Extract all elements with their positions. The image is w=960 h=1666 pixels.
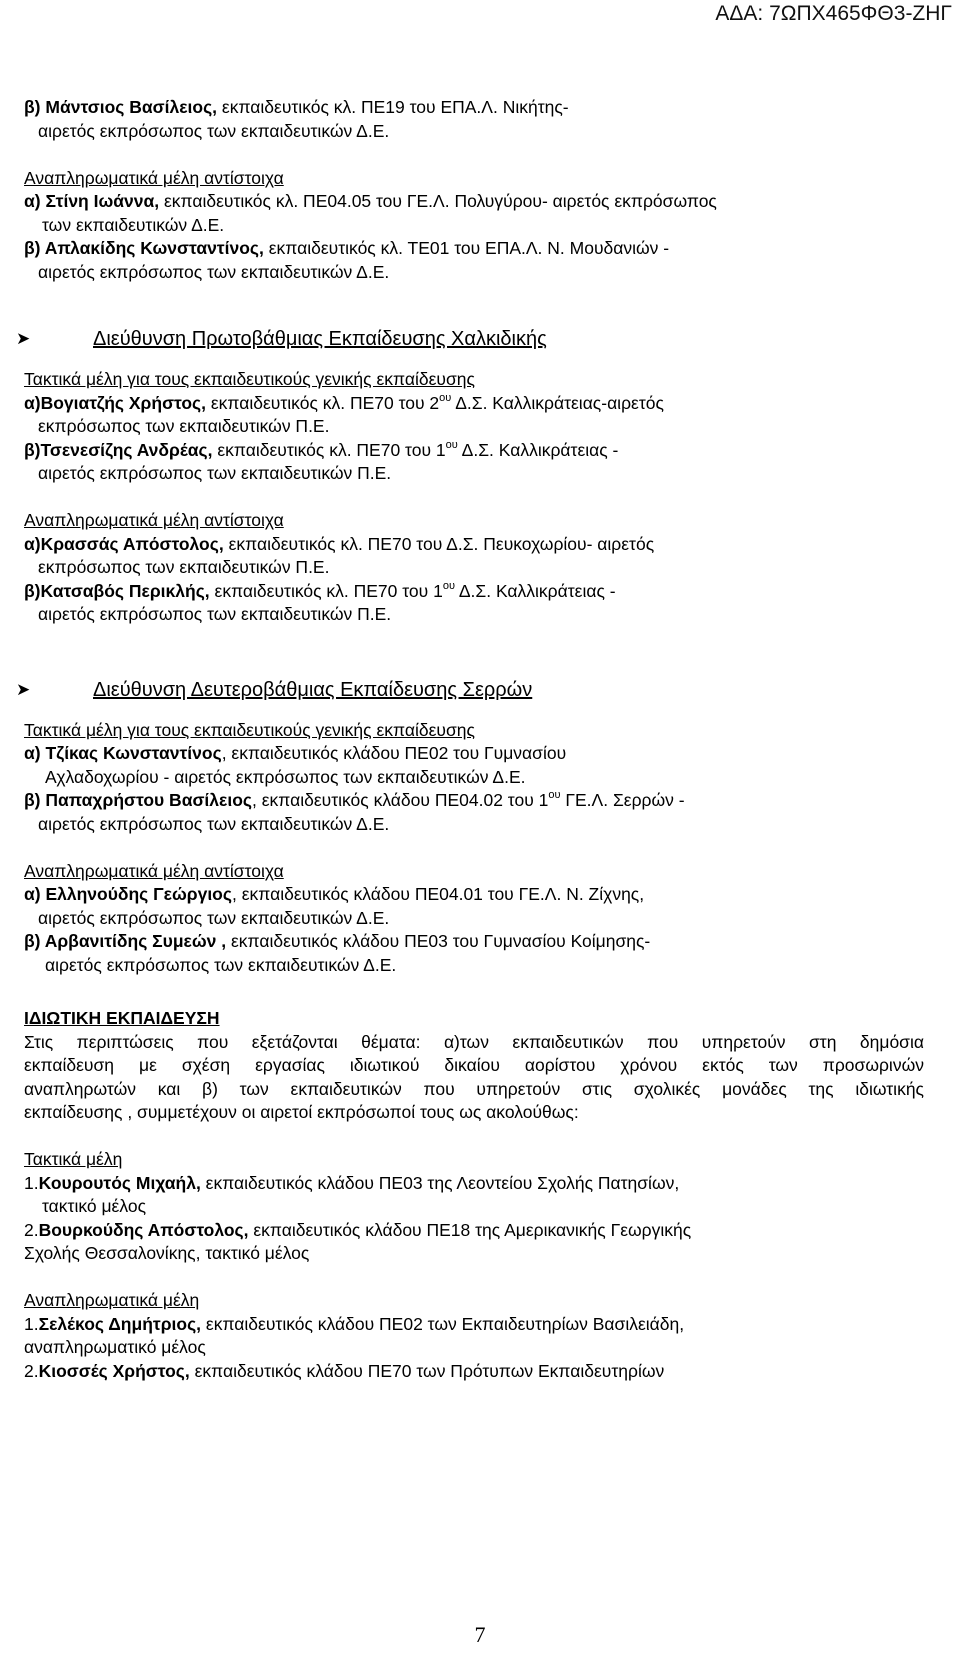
member-line: 2.Βουρκούδης Απόστολος, εκπαιδευτικός κλάδου ΠΕ18 της Αμερικανικής Γεωργικής — [24, 1219, 692, 1240]
regular-members-heading: Τακτικά μέλη για τους εκπαιδευτικούς γενικής εκπαίδευσης — [24, 719, 475, 740]
alternate-heading: Αναπληρωματικά μέλη — [24, 1290, 200, 1310]
section-title: Διεύθυνση Πρωτοβάθμιας Εκπαίδευσης Χαλκιδικής — [93, 328, 547, 350]
member-line: 2.Κιοσσές Χρήστος, εκπαιδευτικός κλάδου ΠΕ70 των Πρότυπων Εκπαιδευτηρίων — [24, 1360, 665, 1381]
member-line-cont: εκπρόσωπος των εκπαιδευτικών Π.Ε. — [38, 557, 330, 577]
member-line-cont: των εκπαιδευτικών Δ.Ε. — [42, 214, 225, 235]
alternate-heading: Αναπληρωματικά μέλη αντίστοιχα — [24, 510, 284, 530]
member-line-cont: αιρετός εκπρόσωπος των εκπαιδευτικών Δ.Ε. — [38, 813, 390, 834]
member-line: β) Απλακίδης Κωνσταντίνος, εκπαιδευτικός κλ. ΤΕ01 του ΕΠΑ.Λ. Ν. Μουδανιών - — [24, 238, 670, 258]
member-line: α) Ελληνούδης Γεώργιος, εκπαιδευτικός κλάδου ΠΕ04.01 του ΓΕ.Λ. Ν. Ζίχνης, — [24, 884, 645, 904]
member-line-cont: αναπληρωματικό μέλος — [24, 1337, 206, 1357]
document-body — [16, 96, 924, 1383]
member-line-cont: αιρετός εκπρόσωπος των εκπαιδευτικών Π.Ε. — [38, 604, 392, 624]
member-line-cont: αιρετός εκπρόσωπος των εκπαιδευτικών Π.Ε. — [38, 463, 392, 483]
private-education-heading: ΙΔΙΩΤΙΚΗ ΕΚΠΑΙΔΕΥΣΗ — [24, 1008, 220, 1028]
regular-members-heading: Τακτικά μέλη — [24, 1149, 123, 1169]
paragraph-line: εκπαίδευση με σχέση εργασίας ιδιωτικού δικαίου αορίστου χρόνου εκτός των προσωρινών — [24, 1055, 924, 1075]
member-line-cont: αιρετός εκπρόσωπος των εκπαιδευτικών Δ.Ε. — [38, 907, 390, 928]
paragraph-line: Στις περιπτώσεις που εξετάζονται θέματα: α)των εκπαιδευτικών που υπηρετούν στη δημόσια — [24, 1031, 924, 1052]
section-heading — [16, 324, 924, 354]
regular-members-heading: Τακτικά μέλη για τους εκπαιδευτικούς γενικής εκπαίδευσης — [24, 369, 475, 389]
arrow-bullet-icon: ➤ — [16, 329, 31, 348]
member-line: α) Στίνη Ιωάννα, εκπαιδευτικός κλ. ΠΕ04.05 του ΓΕ.Λ. Πολυγύρου- αιρετός εκπρόσωπος — [24, 191, 717, 211]
paragraph-line: αναπληρωτών και β) των εκπαιδευτικών που υπηρετούν στις σχολικές μονάδες της ιδιωτικής — [24, 1078, 924, 1099]
member-line-cont: εκπρόσωπος των εκπαιδευτικών Π.Ε. — [38, 416, 330, 436]
member-line: α)Βογιατζής Χρήστος, εκπαιδευτικός κλ. ΠΕ70 του $2^{o\upsilon}$ Δ.Σ. Καλλικράτειας-αιρετός — [24, 391, 664, 413]
member-line-cont: αιρετός εκπρόσωπος των εκπαιδευτικών Δ.Ε. — [38, 120, 390, 141]
section-heading — [16, 675, 924, 705]
ada-code: ΑΔΑ: 7ΩΠΧ465ΦΘ3-ΖΗΓ — [715, 2, 952, 25]
arrow-bullet-icon: ➤ — [16, 679, 31, 699]
alternate-heading: Αναπληρωματικά μέλη αντίστοιχα — [24, 860, 284, 881]
member-line: β) Μάντσιος Βασίλειος, εκπαιδευτικός κλ. ΠΕ19 του ΕΠΑ.Λ. Νικήτης- — [24, 97, 569, 117]
member-line: β) Παπαχρήστου Βασίλειος, εκπαιδευτικός κλάδου ΠΕ04.02 του $1^{o\upsilon}$ ΓΕ.Λ. Σερρών - — [24, 789, 685, 810]
page-number: 7 — [474, 1622, 486, 1647]
member-line-cont: Αχλαδοχωρίου - αιρετός εκπρόσωπος των εκπαιδευτικών Δ.Ε. — [45, 766, 526, 787]
member-line-cont: αιρετός εκπρόσωπος των εκπαιδευτικών Δ.Ε. — [45, 954, 397, 975]
member-line: β)Κατσαβός Περικλής, εκπαιδευτικός κλ. ΠΕ70 του $1^{o\upsilon}$ Δ.Σ. Καλλικράτειας - — [24, 579, 616, 601]
alternate-heading: Αναπληρωματικά μέλη αντίστοιχα — [24, 167, 284, 188]
paragraph-line: εκπαίδευσης , συμμετέχουν οι αιρετοί εκπρόσωποί τους ως ακολούθως: — [24, 1102, 579, 1122]
member-line: β)Τσενεσίζης Ανδρέας, εκπαιδευτικός κλ. ΠΕ70 του $1^{o\upsilon}$ Δ.Σ. Καλλικράτειας - — [24, 438, 619, 460]
member-line: 1.Κουρουτός Μιχαήλ, εκπαιδευτικός κλάδου ΠΕ03 της Λεοντείου Σχολής Πατησίων, — [24, 1172, 680, 1193]
member-line: 1.Σελέκος Δημήτριος, εκπαιδευτικός κλάδου ΠΕ02 των Εκπαιδευτηρίων Βασιλειάδη, — [24, 1313, 685, 1334]
member-line: β) Αρβανιτίδης Συμεών , εκπαιδευτικός κλάδου ΠΕ03 του Γυμνασίου Κοίμησης- — [24, 931, 651, 951]
member-line: α)Κρασσάς Απόστολος, εκπαιδευτικός κλ. ΠΕ70 του Δ.Σ. Πευκοχωρίου- αιρετός — [24, 533, 655, 554]
section-title: Διεύθυνση Δευτεροβάθμιας Εκπαίδευσης Σερρών — [93, 678, 533, 701]
member-line-cont: Σχολής Θεσσαλονίκης, τακτικό μέλος — [24, 1243, 310, 1263]
member-line-cont: αιρετός εκπρόσωπος των εκπαιδευτικών Δ.Ε. — [38, 261, 390, 282]
member-line-cont: τακτικό μέλος — [42, 1196, 147, 1216]
member-line: α) Τζίκας Κωνσταντίνος, εκπαιδευτικός κλάδου ΠΕ02 του Γυμνασίου — [24, 743, 567, 763]
